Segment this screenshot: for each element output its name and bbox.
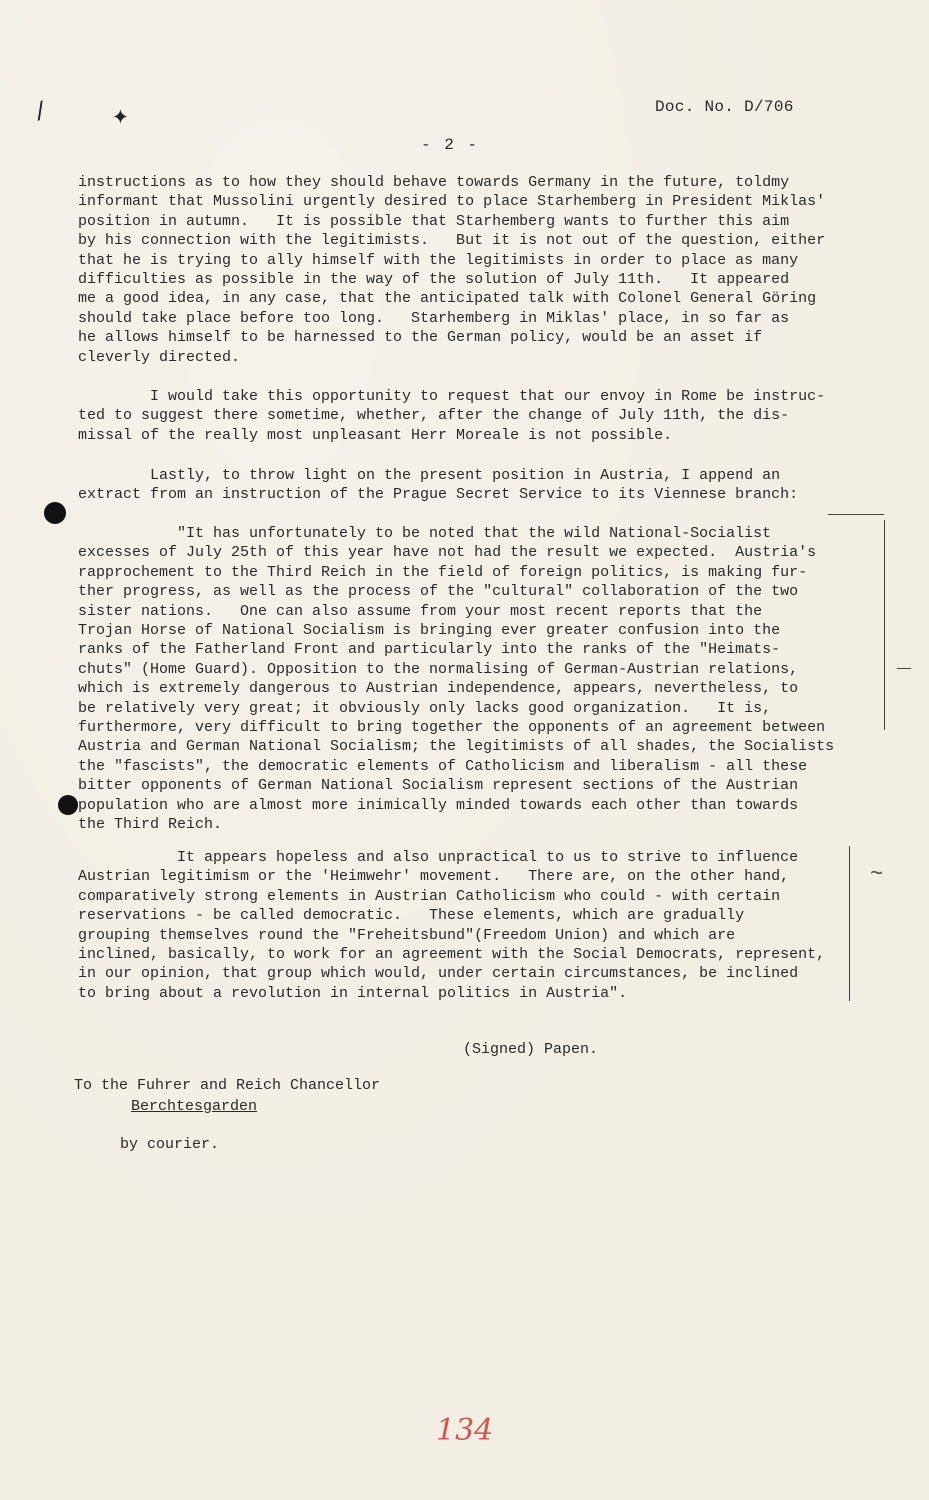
recipient-line: To the Fuhrer and Reich Chancellor [74,1077,381,1094]
margin-bracket [884,520,885,730]
paragraph: I would take this opportunity to request that our envoy in Rome be instruc- ted to suggest there sometime, whether, after the change of July 11th, the dis- missal of the really most unpleasant Herr Moreale is not possible. [78,388,826,444]
paragraph: It appears hopeless and also unpractical to us to strive to influence Austrian legitimism or the 'Heimwehr' movement. There are, on the other hand, comparatively strong elements in Austrian Catholicism who could - with certain reservations - be called democratic. These elements, which are gradually grouping themselves round the "Freheitsbund"(Freedom Union) and which are inclined, basically, to work for an agreement with the Social Democrats, represent, in our opinion, that group which would, under certain circumstances, be inclined to bring about a revolution in internal politics in Austria". [78,849,826,1002]
folio-number: 134 [436,1413,494,1448]
margin-bracket [828,514,884,515]
document-number: Doc. No. D/706 [655,98,794,116]
punch-hole [44,502,66,524]
delivery-note: by courier. [120,1136,220,1153]
signature: (Signed) Papen. [463,1041,599,1058]
margin-mark: ~ [870,862,884,887]
paragraph: instructions as to how they should behave towards Germany in the future, toldmy informant that Mussolini urgently desired to place Starhemberg in President Miklas' position in autumn. It is possible that Starhemberg wants to further this aim by his connection with the legitimists. But it is not out of the question, either that he is trying to ally himself with the legitimists in order to place as many difficulties as possible in the way of the solution of July 11th. It appeared me a good idea, in any case, that the anticipated talk with Colonel General Göring should take place before too long. Starhemberg in Miklas' place, in so far as he allows himself to be harnessed to the German policy, would be an asset if cleverly directed. [78,174,826,366]
punch-hole [58,795,78,815]
page-number: - 2 - [421,136,480,154]
pen-mark: / [29,98,53,129]
recipient-place: Berchtesgarden [131,1098,258,1115]
margin-tick [897,668,911,669]
paragraph: Lastly, to throw light on the present position in Austria, I append an extract from an instruction of the Prague Secret Service to its Viennese branch: [78,467,799,504]
ink-blot: ✦ [112,102,129,133]
quoted-extract: "It has unfortunately to be noted that the wild National-Socialist excesses of July 25th of this year have not had the result we expected. Austria's rapprochement to the Third Reich in the field of foreign politics, is making fur- ther progress, as well as the process of the "cultural" collaboration of the two sister nations. One can also assume from your most recent reports that the Trojan Horse of National Socialism is bringing ever greater confusion into the ranks of the Fatherland Front and particularly into the ranks of the "Heimats- chuts" (Home Guard). Opposition to the normalising of German-Austrian relations, which is extremely dangerous to Austrian independence, appears, nevertheless, to be relatively very great; it obviously only lacks good organization. It is, furthermore, very difficult to bring together the opponents of an agreement between Austria and German National Socialism; the legitimists of all shades, the Socialists the "fascists", the democratic elements of Catholicism and liberalism - all these bitter opponents of German National Socialism represent sections of the Austrian population who are almost more inimically minded towards each other than towards the Third Reich. [78,525,835,834]
margin-bracket [849,846,850,1001]
